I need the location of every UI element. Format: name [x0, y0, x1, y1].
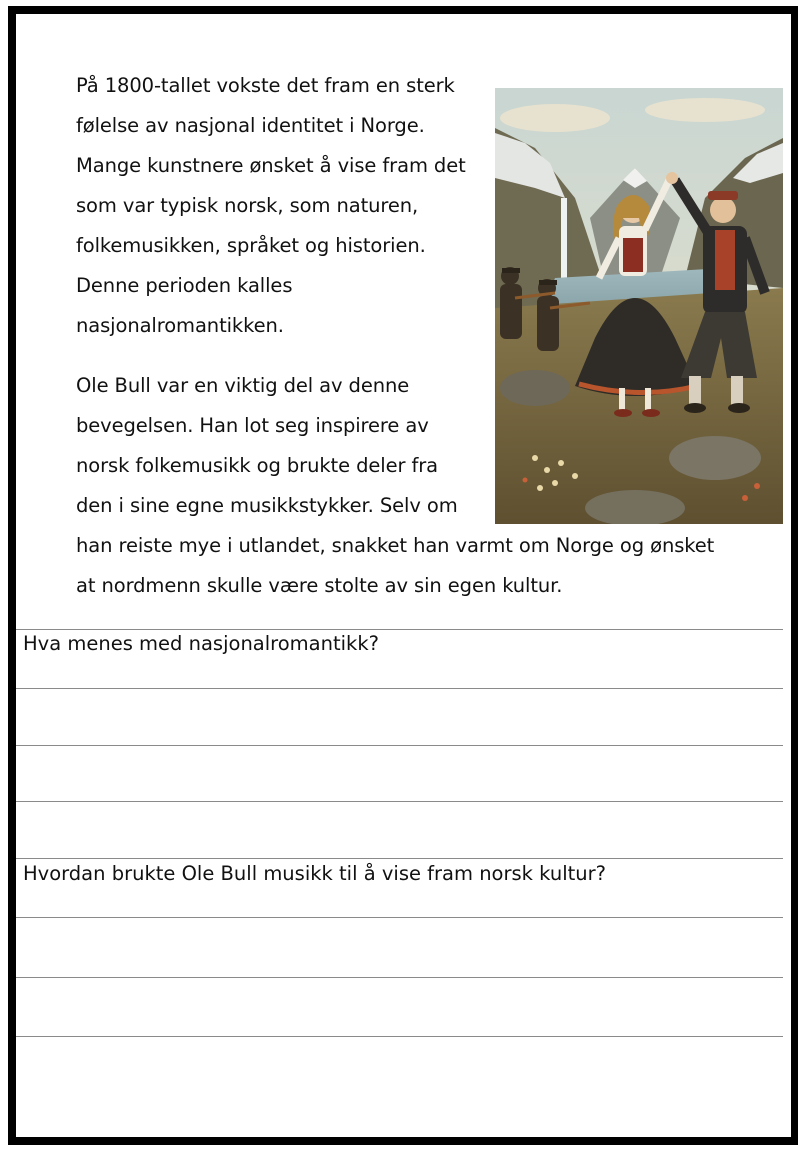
question-1: Hva menes med nasjonalromantikk?	[23, 632, 379, 655]
paragraph-1-line-7: nasjonalromantikken.	[76, 314, 284, 337]
answer-line-2[interactable]	[16, 745, 783, 746]
paragraph-1-line-5: folkemusikken, språket og historien.	[76, 234, 426, 257]
answer-line-4[interactable]	[16, 917, 783, 918]
answer-line-1[interactable]	[16, 688, 783, 689]
paragraph-1-line-3: Mange kunstnere ønsket å vise fram det	[76, 154, 466, 177]
folk-dance-illustration	[495, 88, 783, 524]
paragraph-2-line-2: bevegelsen. Han lot seg inspirere av	[76, 414, 429, 437]
answer-line-3[interactable]	[16, 801, 783, 802]
illustration-svg	[495, 88, 783, 524]
paragraph-1-line-4: som var typisk norsk, som naturen,	[76, 194, 419, 217]
paragraph-1-line-2: følelse av nasjonal identitet i Norge.	[76, 114, 425, 137]
question-1-top-rule	[16, 629, 783, 630]
paragraph-2-line-3: norsk folkemusikk og brukte deler fra	[76, 454, 439, 477]
paragraph-2-line-5: han reiste mye i utlandet, snakket han varmt om Norge og ønsket	[76, 534, 715, 557]
question-2: Hvordan brukte Ole Bull musikk til å vise fram norsk kultur?	[23, 862, 606, 885]
question-2-top-rule	[16, 858, 783, 859]
paragraph-2-line-1: Ole Bull var en viktig del av denne	[76, 374, 410, 397]
paragraph-1-line-6: Denne perioden kalles	[76, 274, 293, 297]
answer-line-6[interactable]	[16, 1036, 783, 1037]
paragraph-2-line-4: den i sine egne musikkstykker. Selv om	[76, 494, 458, 517]
answer-line-5[interactable]	[16, 977, 783, 978]
paragraph-2-line-6: at nordmenn skulle være stolte av sin egen kultur.	[76, 574, 563, 597]
paragraph-1-line-1: På 1800-tallet vokste det fram en sterk	[76, 74, 455, 97]
